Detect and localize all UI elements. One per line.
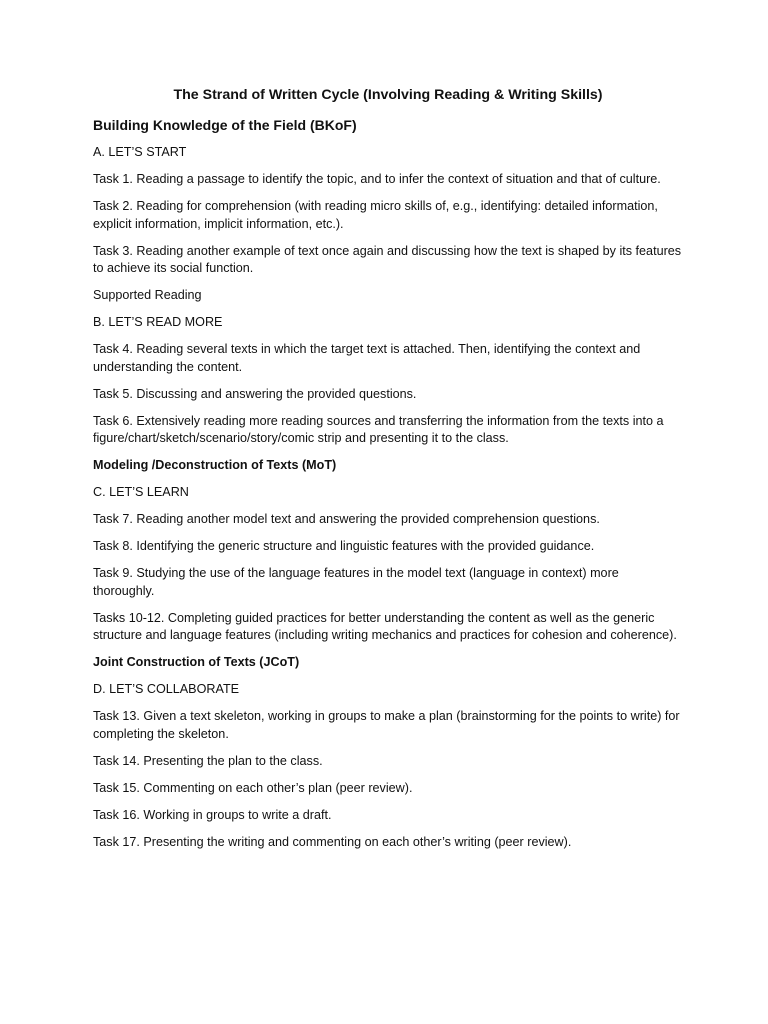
task-13: Task 13. Given a text skeleton, working in groups to make a plan (brainstorming for the points to write) for completing the skeleton. [93,709,680,741]
task-5: Task 5. Discussing and answering the provided questions. [93,386,417,401]
section-b-label: B. LET’S READ MORE [93,315,223,329]
document-page [93,86,683,861]
bkof-heading: Building Knowledge of the Field (BKoF) [93,117,357,133]
section-c-label: C. LET’S LEARN [93,485,189,499]
task-2: Task 2. Reading for comprehension (with reading micro skills of, e.g., identifying: detailed information, explicit information, implicit information, etc.). [93,199,658,231]
task-3: Task 3. Reading another example of text once again and discussing how the text is shaped by its features to achieve its social function. [93,243,682,275]
tasks-10-12: Tasks 10-12. Completing guided practices for better understanding the content as well as the generic structure and language features (including writing mechanics and practices for cohesion and coherence). [93,610,677,642]
section-d-label: D. LET’S COLLABORATE [93,682,240,696]
task-17: Task 17. Presenting the writing and commenting on each other’s writing (peer review). [93,834,572,849]
jcot-heading: Joint Construction of Texts (JCoT) [93,655,300,669]
task-6: Task 6. Extensively reading more reading sources and transferring the information from the texts into a figure/chart/sketch/scenario/story/comic strip and presenting it to the class. [93,413,664,445]
task-1: Task 1. Reading a passage to identify the topic, and to infer the context of situation and that of culture. [93,172,661,186]
task-16: Task 16. Working in groups to write a draft. [93,807,332,822]
document-title: The Strand of Written Cycle (Involving Reading & Writing Skills) [173,87,603,103]
task-9: Task 9. Studying the use of the language features in the model text (language in context) more thoroughly. [93,566,619,598]
supported-reading-label: Supported Reading [93,288,202,302]
task-8: Task 8. Identifying the generic structure and linguistic features with the provided guidance. [93,539,595,553]
task-7: Task 7. Reading another model text and answering the provided comprehension questions. [93,512,600,526]
task-15: Task 15. Commenting on each other’s plan (peer review). [93,780,413,795]
section-a-label: A. LET’S START [93,145,187,159]
task-4: Task 4. Reading several texts in which the target text is attached. Then, identifying the context and understanding the content. [93,342,641,374]
task-14: Task 14. Presenting the plan to the class. [93,753,323,768]
mot-heading: Modeling /Deconstruction of Texts (MoT) [93,458,337,472]
